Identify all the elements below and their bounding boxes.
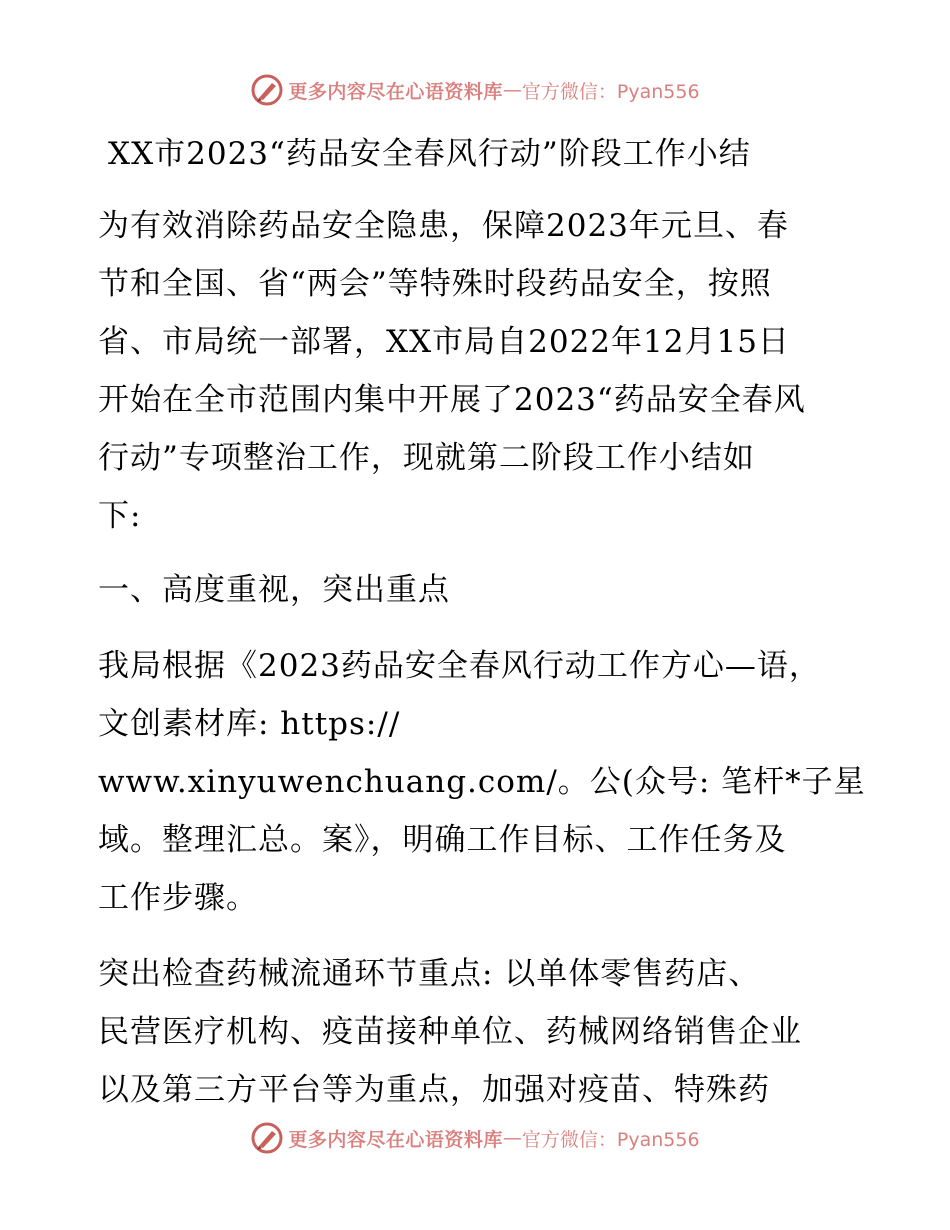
paragraph-line: 域。整理汇总。案》，明确工作目标、工作任务及 [98,822,787,858]
paragraph-line: 以及第三方平台等为重点，加强对疫苗、特殊药 [98,1072,770,1108]
footer-watermark [0,1118,950,1158]
pen-logo-icon [250,1121,284,1155]
header-watermark [0,70,950,110]
watermark-wechat: 官方微信：Pyan556 [521,80,700,103]
section-heading: 一、高度重视，突出重点 [98,572,450,608]
paragraph-line: 为有效消除药品安全隐患，保障2023年元旦、春 [98,208,789,244]
watermark-text: 更多内容尽在心语资料库 [288,1128,503,1151]
document-title: XX市2023“药品安全春风行动”阶段工作小结 [108,136,751,172]
pen-logo-icon [250,73,284,107]
paragraph-line: 工作步骤。 [98,880,258,916]
watermark-text: 更多内容尽在心语资料库 [288,80,503,103]
paragraph-line: 开始在全市范围内集中开展了2023“药品安全春风 [98,382,806,418]
paragraph-line: 行动”专项整治工作，现就第二阶段工作小结如 [98,440,755,476]
paragraph-line: 民营医疗机构、疫苗接种单位、药械网络销售企业 [98,1014,802,1050]
paragraph-line: 突出检查药械流通环节重点: 以单体零售药店、 [98,956,761,992]
watermark-wechat: 官方微信：Pyan556 [521,1128,700,1151]
paragraph-line: www.xinyuwenchuang.com/。公(众号: 笔杆*子星 [98,764,866,800]
watermark-dash: — [502,79,522,101]
paragraph-line: 我局根据《2023药品安全春风行动工作方心—语， [98,648,821,684]
watermark-dash: — [502,1127,522,1149]
paragraph-line: 节和全国、省“两会”等特殊时段药品安全，按照 [98,266,772,302]
paragraph-line: 省、市局统一部署，XX市局自2022年12月15日 [98,324,790,360]
paragraph-line: 文创素材库: https:// [98,706,401,742]
paragraph-line: 下: [98,498,142,534]
